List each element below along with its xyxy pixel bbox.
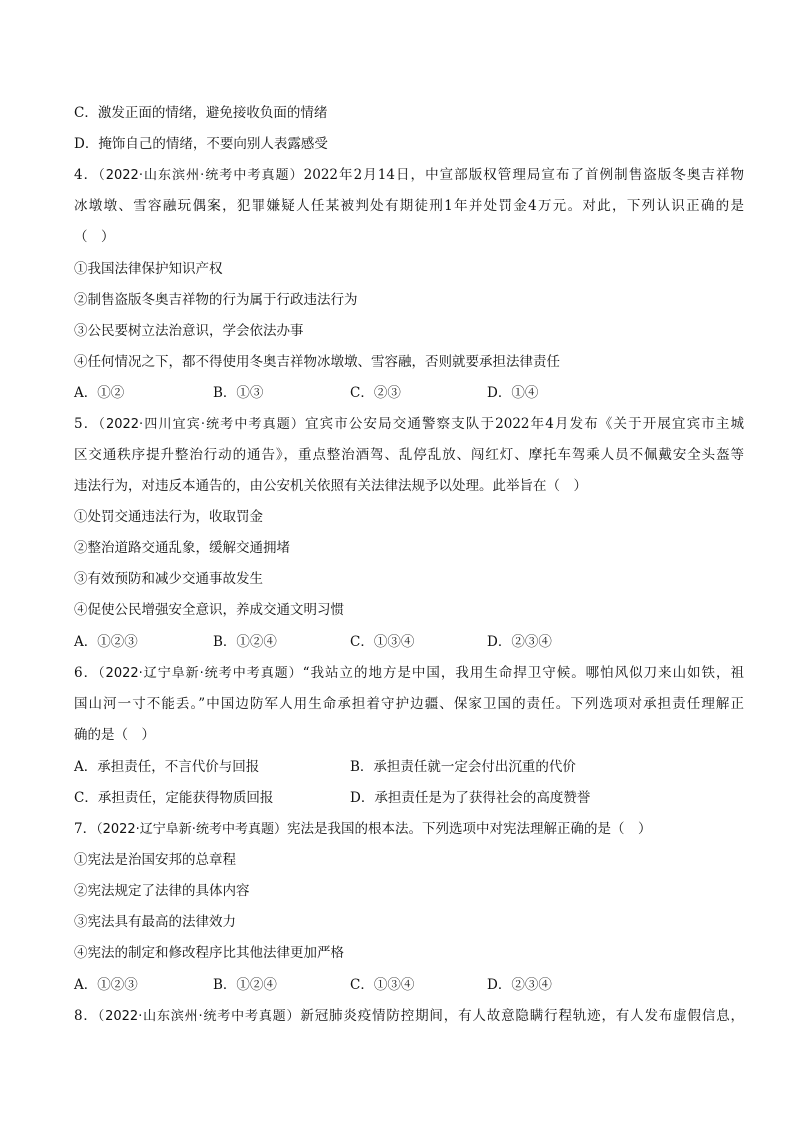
q7-statement-4: ④宪法的制定和修改程序比其他法律更加严格 [74,945,344,961]
q4-option-c: C．②③ [350,385,401,401]
q6-number: 6． [74,665,99,681]
q7-option-b: B．①②④ [213,977,277,993]
q4-statement-4: ④任何情况之下，都不得使用冬奥吉祥物冰墩墩、雪容融，否则就要承担法律责任 [74,354,560,370]
q7-statement-1: ①宪法是治国安邦的总章程 [74,852,236,868]
q6-stem-text: “我站立的地方是中国，我用生命捍卫守候。哪怕风似刀来山如铁，祖 [302,665,744,681]
q5-statement-4: ④促使公民增强安全意识，养成交通文明习惯 [74,602,344,618]
q5-source: （2022·四川宜宾·统考中考真题） [98,417,305,432]
q3-option-d: D．掩饰自己的情绪，不要向别人表露感受 [74,136,328,152]
q5-stem-text: 宜宾市公安局交通警察支队于2022年4月发布《关于开展宜宾市主城 [304,416,744,432]
q5-option-a: A．①②③ [74,634,138,650]
q8-source: （2022·山东滨州·统考中考真题） [97,1009,301,1024]
q4-stem-line2: 冰墩墩、雪容融玩偶案，犯罪嫌疑人任某被判处有期徒刑1年并处罚金4万元。对此，下列认识正确的是 [74,198,744,214]
q4-statement-1: ①我国法律保护知识产权 [74,261,223,277]
q5-number: 5． [74,416,99,432]
q6-source: （2022·辽宁阜新·统考中考真题） [98,666,303,681]
q6-option-a: A．承担责任，不言代价与回报 [74,759,260,775]
q5-option-c: C．①③④ [350,634,415,650]
q5-statement-1: ①处罚交通违法行为，收取罚金 [74,509,263,525]
q7-stem-line1 [74,819,744,840]
q7-statement-2: ②宪法规定了法律的具体内容 [74,883,250,899]
q8-stem-line1 [74,1006,744,1027]
q7-stem-text: 宪法是我国的根本法。下列选项中对宪法理解正确的是（ ） [286,821,652,837]
q5-statement-2: ②整治道路交通乱象，缓解交通拥堵 [74,540,290,556]
q3-option-c: C．激发正面的情绪，避免接收负面的情绪 [74,105,328,121]
q6-option-b: B．承担责任就一定会付出沉重的代价 [350,759,576,775]
q5-option-b: B．①②④ [213,634,277,650]
q5-stem-line3: 违法行为，对违反本通告的，由公安机关依照有关法律法规予以处理。此举旨在（ ） [74,478,587,494]
q5-statement-3: ③有效预防和减少交通事故发生 [74,571,263,587]
q8-stem-text: 新冠肺炎疫情防控期间，有人故意隐瞒行程轨迹，有人发布虚假信息， [300,1008,744,1024]
q4-statement-3: ③公民要树立法治意识，学会依法办事 [74,323,304,339]
q7-statement-3: ③宪法具有最高的法律效力 [74,914,236,930]
q6-stem-line3: 确的是（ ） [74,727,155,743]
q7-number: 7． [74,821,97,837]
q5-option-d: D．②③④ [487,634,552,650]
q7-option-c: C．①③④ [350,977,415,993]
q4-source: （2022·山东滨州·统考中考真题） [98,168,304,183]
q4-stem-text: 2022年2月14日，中宣部版权管理局宣布了首例制售盗版冬奥吉祥物 [303,167,745,183]
q8-number: 8． [74,1008,98,1024]
q6-option-d: D．承担责任是为了获得社会的高度赞誉 [350,790,591,806]
q6-stem-line1 [74,663,744,684]
q6-option-c: C．承担责任，定能获得物质回报 [74,790,274,806]
q4-statement-2: ②制售盗版冬奥吉祥物的行为属于行政违法行为 [74,292,358,308]
q7-option-d: D．②③④ [487,977,552,993]
q4-option-d: D．①④ [487,385,539,401]
q4-stem-line3: （ ） [74,229,115,245]
q6-stem-line2: 国山河一寸不能丢。”中国边防军人用生命承担着守护边疆、保家卫国的责任。下列选项对承担责任理解正 [74,696,744,712]
q5-stem-line2: 区交通秩序提升整治行动的通告》，重点整治酒驾、乱停乱放、闯红灯、摩托车驾乘人员不佩戴安全头盔等 [74,447,744,463]
q4-number: 4． [74,167,99,183]
q4-stem-line1 [74,165,744,186]
q5-stem-line1 [74,414,744,435]
q7-option-a: A．①②③ [74,977,138,993]
q7-source: （2022·辽宁阜新·统考中考真题） [96,822,287,837]
q4-option-b: B．①③ [213,385,264,401]
q4-option-a: A．①② [74,385,125,401]
